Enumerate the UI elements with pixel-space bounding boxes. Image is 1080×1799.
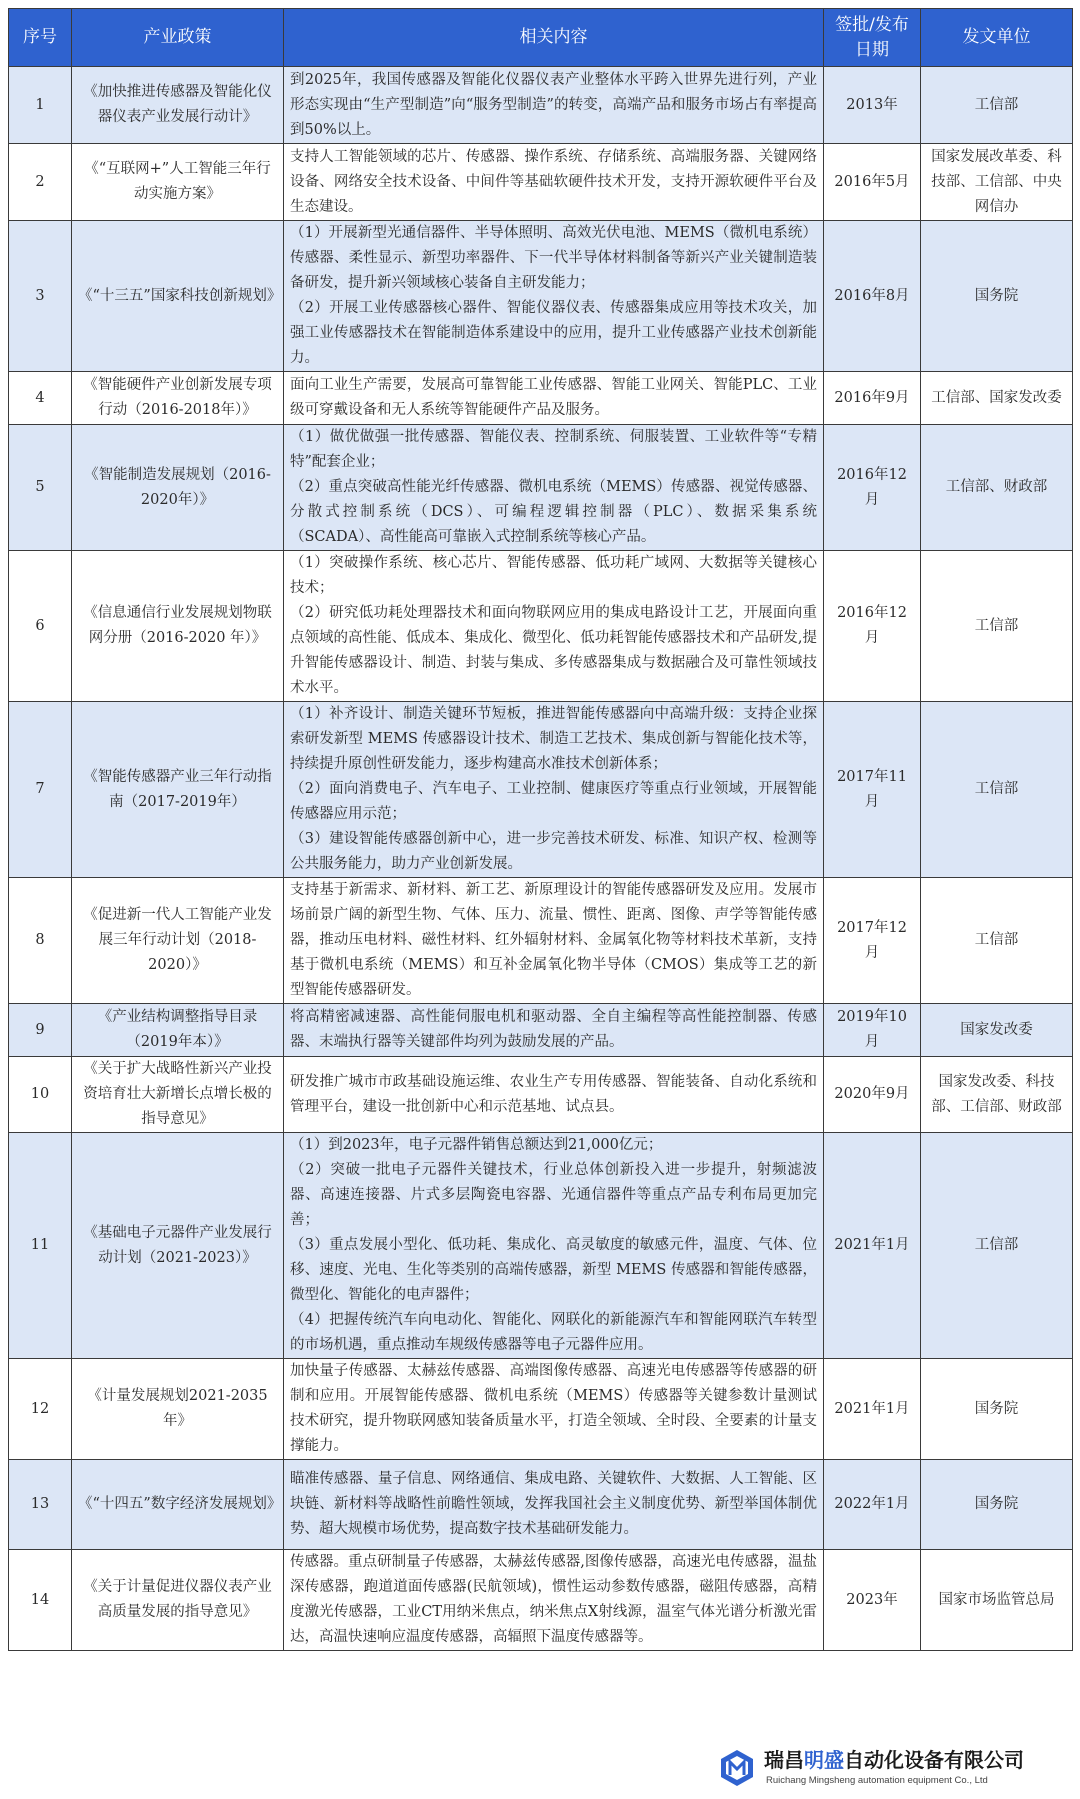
issuing-department: 国务院 <box>921 1359 1073 1460</box>
content-paragraph: （4）把握传统汽车向电动化、智能化、网联化的新能源汽车和智能网联汽车转型的市场机遇，重点推动车规级传感器等电子元器件应用。 <box>290 1312 817 1353</box>
table-row <box>9 1057 1073 1133</box>
policy-content <box>284 144 824 221</box>
issuing-department: 工信部 <box>921 702 1073 878</box>
table-row <box>9 702 1073 878</box>
publish-date: 2021年1月 <box>824 1133 921 1359</box>
table-row <box>9 1359 1073 1460</box>
policy-name: 《促进新一代人工智能产业发展三年行动计划（2018-2020）》 <box>72 878 284 1004</box>
content-paragraph: 支持人工智能领域的芯片、传感器、操作系统、存储系统、高端服务器、关键网络设备、网络安全技术设备、中间件等基础软硬件技术开发，支持开源软硬件平台及生态建设。 <box>290 148 817 215</box>
issuing-department: 工信部、财政部 <box>921 425 1073 551</box>
content-paragraph: 到2025年，我国传感器及智能化仪器仪表产业整体水平跨入世界先进行列，产业形态实现由“生产型制造”向“服务型制造”的转变，高端产品和服务市场占有率提高到50%以上。 <box>290 71 817 138</box>
policy-name: 《智能硬件产业创新发展专项行动（2016-2018年）》 <box>72 372 284 425</box>
row-number: 9 <box>9 1004 72 1057</box>
table-row <box>9 551 1073 702</box>
content-paragraph: （3）建设智能传感器创新中心，进一步完善技术研发、标准、知识产权、检测等公共服务能力，助力产业创新发展。 <box>290 831 817 872</box>
content-paragraph: 加快量子传感器、太赫兹传感器、高端图像传感器、高速光电传感器等传感器的研制和应用。开展智能传感器、微机电系统（MEMS）传感器等关键参数计量测试技术研究，提升物联网感知装备质量水平，打造全领域、全时段、全要素的计量支撑能力。 <box>290 1363 817 1454</box>
content-paragraph: 瞄准传感器、量子信息、网络通信、集成电路、关键软件、大数据、人工智能、区块链、新材料等战略性前瞻性领域，发挥我国社会主义制度优势、新型举国体制优势、超大规模市场优势，提高数字技术基础研发能力。 <box>290 1471 817 1537</box>
content-paragraph: （3）重点发展小型化、低功耗、集成化、高灵敏度的敏感元件，温度、气体、位移、速度、光电、生化等类别的高端传感器，新型 MEMS 传感器和智能传感器，微型化、智能化的电声器件； <box>290 1237 817 1303</box>
table-header-row <box>9 9 1073 67</box>
policy-content <box>284 221 824 372</box>
table-row <box>9 372 1073 425</box>
issuing-department: 工信部 <box>921 67 1073 144</box>
company-name: 瑞昌明盛自动化设备有限公司 <box>764 1748 1024 1772</box>
publish-date: 2021年1月 <box>824 1359 921 1460</box>
issuing-department: 工信部、国家发改委 <box>921 372 1073 425</box>
policy-content <box>284 372 824 425</box>
publish-date: 2022年1月 <box>824 1460 921 1550</box>
publish-date: 2016年12月 <box>824 425 921 551</box>
content-paragraph: （1）开展新型光通信器件、半导体照明、高效光伏电池、MEMS（微机电系统）传感器、柔性显示、新型功率器件、下一代半导体材料制备等新兴产业关键制造装备研发，提升新兴领域核心装备自主研发能力； <box>290 225 817 291</box>
publish-date: 2013年 <box>824 67 921 144</box>
policy-content <box>284 1460 824 1550</box>
publish-date: 2023年 <box>824 1550 921 1651</box>
row-number: 4 <box>9 372 72 425</box>
publish-date: 2016年5月 <box>824 144 921 221</box>
table-row <box>9 221 1073 372</box>
header-policy: 产业政策 <box>72 9 284 67</box>
issuing-department: 国务院 <box>921 1460 1073 1550</box>
content-paragraph: 将高精密减速器、高性能伺服电机和驱动器、全自主编程等高性能控制器、传感器、末端执行器等关键部件均列为鼓励发展的产品。 <box>290 1009 817 1050</box>
policy-name: 《“互联网+”人工智能三年行动实施方案》 <box>72 144 284 221</box>
policy-name: 《“十三五”国家科技创新规划》 <box>72 221 284 372</box>
policy-content <box>284 67 824 144</box>
row-number: 11 <box>9 1133 72 1359</box>
row-number: 7 <box>9 702 72 878</box>
issuing-department: 国家发改委 <box>921 1004 1073 1057</box>
table-row <box>9 1550 1073 1651</box>
policy-content <box>284 1004 824 1057</box>
row-number: 2 <box>9 144 72 221</box>
table-body <box>9 67 1073 1651</box>
issuing-department: 国家发展改革委、科技部、工信部、中央网信办 <box>921 144 1073 221</box>
policy-content <box>284 1133 824 1359</box>
row-number: 6 <box>9 551 72 702</box>
content-paragraph: 支持基于新需求、新材料、新工艺、新原理设计的智能传感器研发及应用。发展市场前景广阔的新型生物、气体、压力、流量、惯性、距离、图像、声学等智能传感器，推动压电材料、磁性材料、红外辐射材料、金属氧化物等材料技术革新，支持基于微机电系统（MEMS）和互补金属氧化物半导体（CMOS）集成等工艺的新型智能传感器研发。 <box>290 882 817 998</box>
header-dept: 发文单位 <box>921 9 1073 67</box>
table-row <box>9 1004 1073 1057</box>
issuing-department: 国务院 <box>921 221 1073 372</box>
row-number: 3 <box>9 221 72 372</box>
company-name-en: Ruichang Mingsheng automation equipment Co., Ltd <box>766 1775 988 1786</box>
company-logo-icon <box>718 1749 756 1787</box>
policy-content <box>284 1359 824 1460</box>
table-row <box>9 144 1073 221</box>
publish-date: 2020年9月 <box>824 1057 921 1133</box>
table-row <box>9 425 1073 551</box>
content-paragraph: （2）研究低功耗处理器技术和面向物联网应用的集成电路设计工艺，开展面向重点领域的高性能、低成本、集成化、微型化、低功耗智能传感器技术和产品研发,提升智能传感器设计、制造、封装与集成、多传感器集成与数据融合及可靠性领域技术水平。 <box>290 605 817 696</box>
policy-name: 《关于扩大战略性新兴产业投资培育壮大新增长点增长极的指导意见》 <box>72 1057 284 1133</box>
row-number: 13 <box>9 1460 72 1550</box>
policy-name: 《智能传感器产业三年行动指南（2017-2019年） <box>72 702 284 878</box>
content-paragraph: （1）突破操作系统、核心芯片、智能传感器、低功耗广域网、大数据等关键核心技术； <box>290 555 817 596</box>
policy-name: 《加快推进传感器及智能化仪器仪表产业发展行动计》 <box>72 67 284 144</box>
policy-content <box>284 878 824 1004</box>
policy-name: 《关于计量促进仪器仪表产业高质量发展的指导意见》 <box>72 1550 284 1651</box>
policy-content <box>284 1057 824 1133</box>
content-paragraph: （2）重点突破高性能光纤传感器、微机电系统（MEMS）传感器、视觉传感器、分散式控制系统（DCS）、可编程逻辑控制器（PLC）、数据采集系统（SCADA）、高性能高可靠嵌入式控制系统等核心产品。 <box>290 479 817 545</box>
content-paragraph: （1）做优做强一批传感器、智能仪表、控制系统、伺服装置、工业软件等“专精特”配套企业； <box>290 429 817 470</box>
publish-date: 2016年12月 <box>824 551 921 702</box>
table-row <box>9 1133 1073 1359</box>
issuing-department: 工信部 <box>921 878 1073 1004</box>
row-number: 1 <box>9 67 72 144</box>
content-paragraph: （2）突破一批电子元器件关键技术，行业总体创新投入进一步提升，射频滤波器、高速连接器、片式多层陶瓷电容器、光通信器件等重点产品专利布局更加完善； <box>290 1162 817 1228</box>
row-number: 8 <box>9 878 72 1004</box>
publish-date: 2017年11月 <box>824 702 921 878</box>
content-paragraph: 研发推广城市市政基础设施运维、农业生产专用传感器、智能装备、自动化系统和管理平台，建设一批创新中心和示范基地、试点县。 <box>290 1073 817 1115</box>
policy-content <box>284 551 824 702</box>
issuing-department: 工信部 <box>921 1133 1073 1359</box>
publish-date: 2016年9月 <box>824 372 921 425</box>
issuing-department: 国家发改委、科技部、工信部、财政部 <box>921 1057 1073 1133</box>
content-paragraph: （2）面向消费电子、汽车电子、工业控制、健康医疗等重点行业领域，开展智能传感器应用示范； <box>290 781 817 822</box>
policy-name: 《计量发展规划2021-2035年》 <box>72 1359 284 1460</box>
content-paragraph: （2）开展工业传感器核心器件、智能仪器仪表、传感器集成应用等技术攻关，加强工业传感器技术在智能制造体系建设中的应用，提升工业传感器产业技术创新能力。 <box>290 300 817 366</box>
policy-content <box>284 1550 824 1651</box>
company-watermark <box>718 1747 1070 1791</box>
content-paragraph: （1）到2023年，电子元器件销售总额达到21,000亿元； <box>290 1137 663 1153</box>
policy-content <box>284 425 824 551</box>
row-number: 10 <box>9 1057 72 1133</box>
publish-date: 2016年8月 <box>824 221 921 372</box>
table-row <box>9 67 1073 144</box>
policy-table <box>8 8 1073 1651</box>
policy-name: 《产业结构调整指导目录（2019年本）》 <box>72 1004 284 1057</box>
table-row <box>9 1460 1073 1550</box>
policy-content <box>284 702 824 878</box>
row-number: 12 <box>9 1359 72 1460</box>
table-row <box>9 878 1073 1004</box>
header-date: 签批/发布日期 <box>824 9 921 67</box>
issuing-department: 国家市场监管总局 <box>921 1550 1073 1651</box>
row-number: 14 <box>9 1550 72 1651</box>
header-no: 序号 <box>9 9 72 67</box>
policy-name: 《智能制造发展规划（2016-2020年）》 <box>72 425 284 551</box>
policy-name: 《“十四五”数字经济发展规划》 <box>72 1460 284 1550</box>
publish-date: 2019年10月 <box>824 1004 921 1057</box>
content-paragraph: 面向工业生产需要，发展高可靠智能工业传感器、智能工业网关、智能PLC、工业级可穿戴设备和无人系统等智能硬件产品及服务。 <box>290 377 817 418</box>
row-number: 5 <box>9 425 72 551</box>
content-paragraph: （1）补齐设计、制造关键环节短板，推进智能传感器向中高端升级：支持企业探索研发新型 MEMS 传感器设计技术、制造工艺技术、集成创新与智能化技术等，持续提升原创性研发能力，逐步构建高水准技术创新体系； <box>290 706 817 772</box>
issuing-department: 工信部 <box>921 551 1073 702</box>
publish-date: 2017年12月 <box>824 878 921 1004</box>
policy-name: 《基础电子元器件产业发展行动计划（2021-2023）》 <box>72 1133 284 1359</box>
content-paragraph: 传感器。重点研制量子传感器，太赫兹传感器,图像传感器，高速光电传感器，温盐深传感器，跑道道面传感器(民航领域)，惯性运动参数传感器，磁阻传感器，高精度激光传感器，工业CT用纳米焦点，纳米焦点X射线源，温室气体光谱分析激光雷达，高温快速响应温度传感器，高辐照下温度传感器等。 <box>290 1554 817 1645</box>
policy-name: 《信息通信行业发展规划物联网分册（2016-2020 年）》 <box>72 551 284 702</box>
header-content: 相关内容 <box>284 9 824 67</box>
